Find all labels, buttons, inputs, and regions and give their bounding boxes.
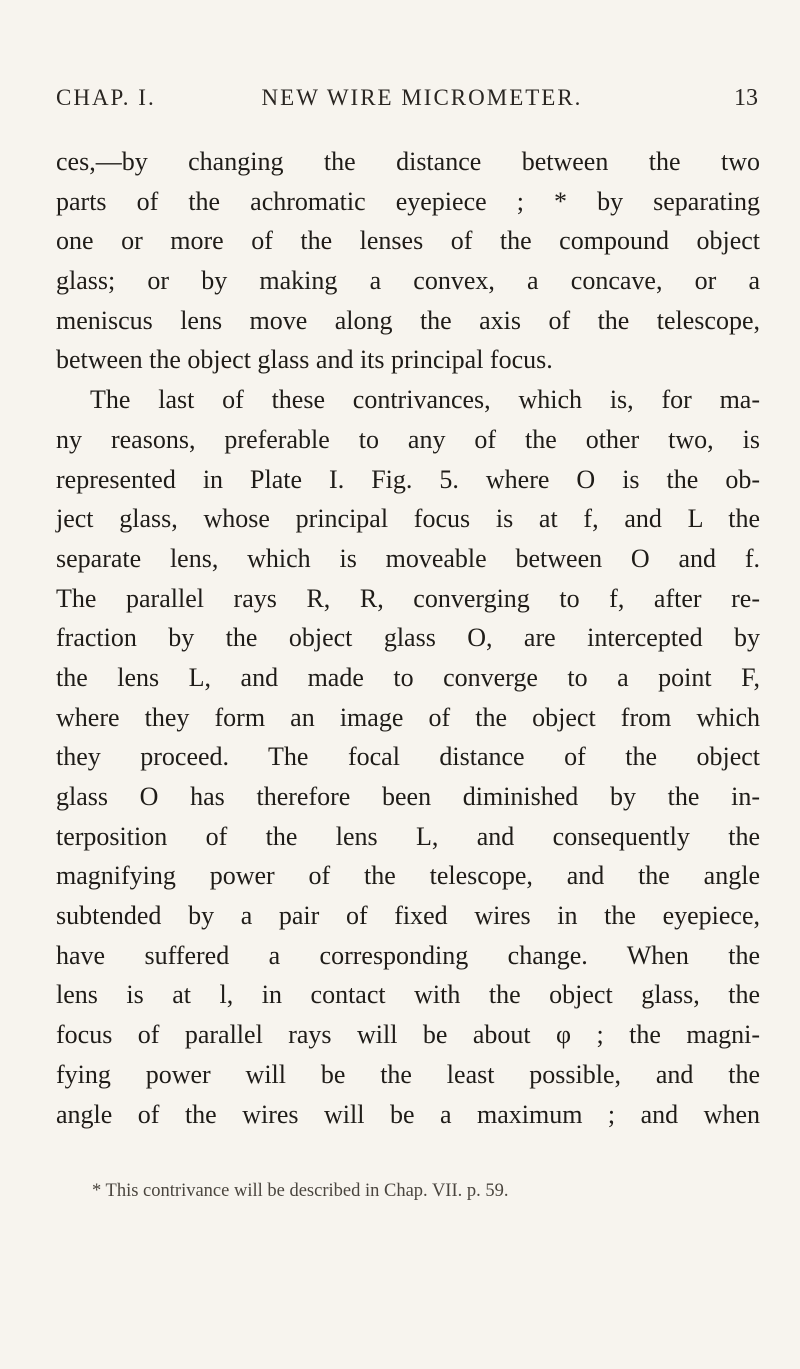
text-line: separate lens, which is moveable between O and f.	[56, 543, 760, 573]
text-line: represented in Plate I. Fig. 5. where O is the ob-	[56, 464, 760, 494]
text-line: have suffered a corresponding change. When the	[56, 940, 760, 970]
text-line: magnifying power of the telescope, and the angle	[56, 861, 760, 891]
page-number: 13	[734, 85, 758, 111]
running-head	[56, 85, 760, 121]
text-line: parts of the achromatic eyepiece ; * by separating	[56, 186, 760, 216]
text-line: subtended by a pair of fixed wires in the eyepiece,	[56, 901, 760, 931]
text-line: fraction by the object glass O, are intercepted by	[56, 623, 760, 653]
text-line: fying power will be the least possible, and the	[56, 1059, 760, 1089]
text-line: terposition of the lens L, and consequently the	[56, 821, 760, 851]
running-title: NEW WIRE MICROMETER.	[261, 85, 583, 110]
text-line: between the object glass and its principal focus.	[56, 345, 553, 375]
text-line: The last of these contrivances, which is, for ma-	[90, 385, 760, 415]
text-line: where they form an image of the object from which	[56, 702, 760, 732]
text-line: angle of the wires will be a maximum ; and when	[56, 1099, 760, 1129]
chapter-label: CHAP. I.	[56, 85, 156, 110]
text-line: ject glass, whose principal focus is at f, and L the	[56, 504, 760, 534]
text-line: lens is at l, in contact with the object glass, the	[56, 980, 760, 1010]
text-line: ces,—by changing the distance between the two	[56, 147, 760, 176]
body-text	[56, 142, 760, 1134]
text-line: glass; or by making a convex, a concave, or a	[56, 266, 760, 296]
text-line: the lens L, and made to converge to a point F,	[56, 662, 760, 692]
text-line: glass O has therefore been diminished by the in-	[56, 782, 760, 811]
text-line: The parallel rays R, R, converging to f, after re-	[56, 583, 760, 613]
text-line: ny reasons, preferable to any of the other two, is	[56, 424, 760, 454]
text-line: they proceed. The focal distance of the object	[56, 742, 760, 772]
footnote: * This contrivance will be described in Chap. VII. p. 59.	[92, 1181, 509, 1201]
text-line: focus of parallel rays will be about φ ; the magni-	[56, 1020, 760, 1050]
text-line: meniscus lens move along the axis of the telescope,	[56, 305, 760, 335]
text-line: one or more of the lenses of the compound object	[56, 226, 760, 256]
